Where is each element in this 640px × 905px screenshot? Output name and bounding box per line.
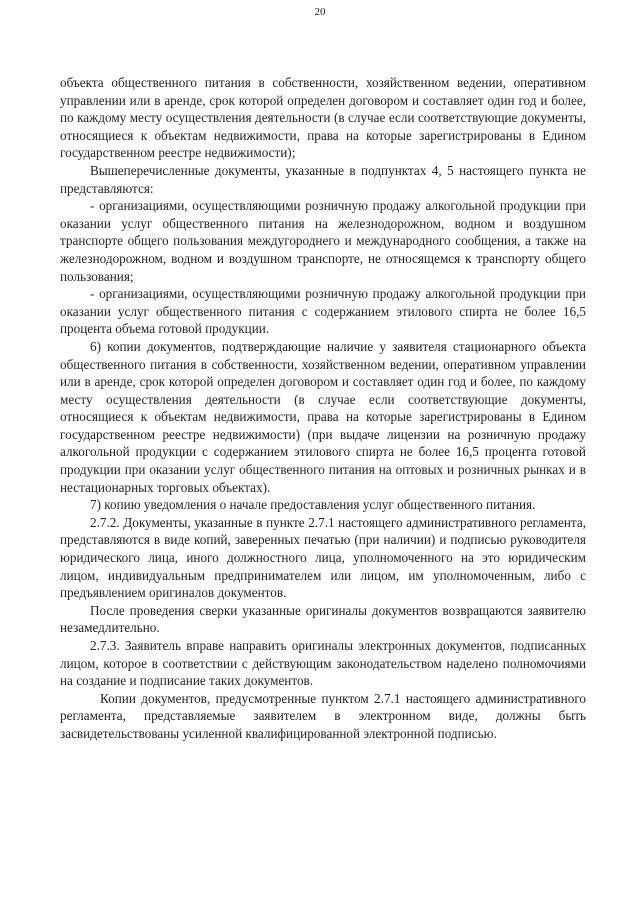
paragraph-electronic-copies: Копии документов, предусмотренные пунктом 2.7.1 настоящего административного регламента, представляемые заявителем в электронном виде, должны быть засвидетельствованы усиленной квалифицированной электронной подписью. xyxy=(60,690,586,741)
page-number: 20 xyxy=(314,6,326,18)
paragraph-originals-returned: После проведения сверки указанные оригиналы документов возвращаются заявителю незамедлительно. xyxy=(60,602,586,636)
paragraph-2-7-2: 2.7.2. Документы, указанные в пункте 2.7.1 настоящего административного регламента, представляются в виде копий, заверенных печатью (при наличии) и подписью руководителя юридического лица, иного должностного лица, уполномоченного на это юридическим лицом, индивидуальным предпринимателем или лицом, им уполномоченным, либо с предъявлением оригиналов документов. xyxy=(60,514,586,601)
paragraph-exemption-transport: - организациями, осуществляющими розничную продажу алкогольной продукции при оказании услуг общественного питания на железнодорожном, водном и воздушном транспорте общего пользования междугороднего и международного сообщения, а также на железнодорожном, водном и воздушном транспорте, не относящемся к транспорту общего пользования; xyxy=(60,198,586,284)
document-body xyxy=(60,74,586,743)
paragraph-2-7-3: 2.7.3. Заявитель вправе направить оригиналы электронных документов, подписанных лицом, которое в соответствии с действующим законодательством наделено полномочиями на создание и подписание таких документов. xyxy=(60,638,586,689)
paragraph-premises-continuation: объекта общественного питания в собственности, хозяйственном ведении, оперативном управлении или в аренде, срок которой определен договором и составляет один год и более, по каждому месту осуществления деятельности (в случае если соответствующие документы, относящиеся к объектам недвижимости, права на которые зарегистрированы в Едином государственном реестре недвижимости); xyxy=(60,75,586,161)
paragraph-item-7: 7) копию уведомления о начале предоставления услуг общественного питания. xyxy=(90,497,536,513)
paragraph-item-6: 6) копии документов, подтверждающие наличие у заявителя стационарного объекта общественного питания в собственности, хозяйственном ведении, оперативном управлении или в аренде, срок которой определен договором и составляет один год и более, по каждому месту осуществления деятельности (в случае если соответствующие документы, относящиеся к объектам недвижимости, права на которые зарегистрированы в Едином государственном реестре недвижимости) (при выдаче лицензии на розничную продажу алкогольной продукции с содержанием этилового спирта не более 16,5 процента готовой продукции при оказании услуг общественного питания на оптовых и розничных рынках и в нестационарных торговых объектах). xyxy=(60,338,586,495)
paragraph-exemptions-intro: Вышеперечисленные документы, указанные в подпунктах 4, 5 настоящего пункта не представляются: xyxy=(60,162,586,196)
paragraph-exemption-low-alcohol: - организациями, осуществляющими розничную продажу алкогольной продукции при оказании услуг общественного питания с содержанием этилового спирта не более 16,5 процента объема готовой продукции. xyxy=(60,286,586,337)
